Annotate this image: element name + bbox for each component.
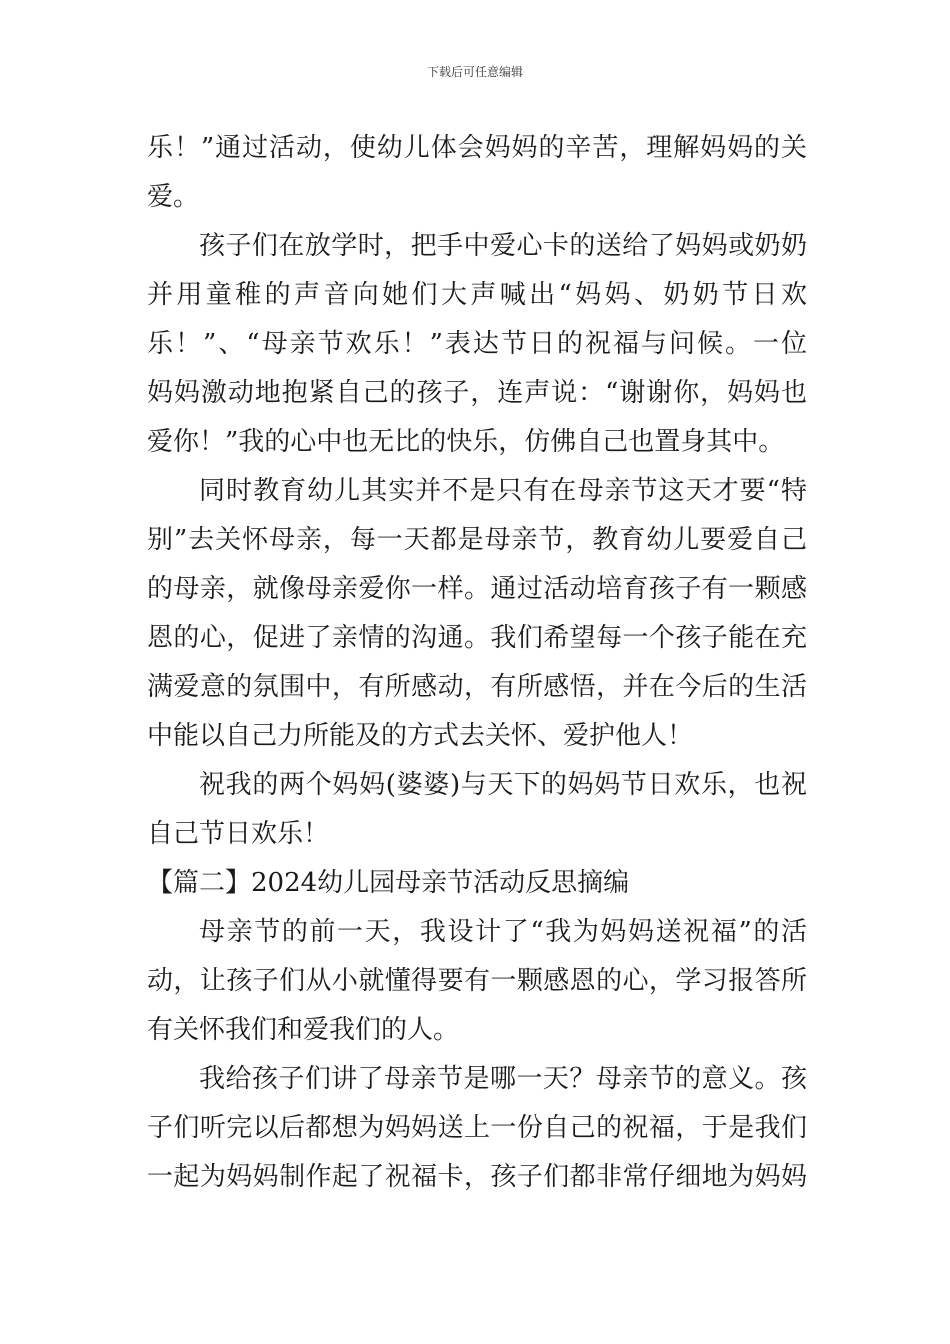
page-header-note: 下载后可任意编辑 [426, 65, 523, 79]
paragraph-first-line: 母亲节的前一天，我设计了“我为妈妈送祝福”的活 [199, 917, 807, 947]
text-line: 自己节日欢乐！ [147, 819, 330, 849]
text-line: 爱。 [147, 182, 200, 212]
text-line: 恩的心，促进了亲情的沟通。我们希望每一个孩子能在充 [147, 623, 807, 653]
text-line: 满爱意的氛围中，有所感动，有所感悟，并在今后的生活 [147, 672, 807, 702]
section-heading: 【篇二】2024幼儿园母亲节活动反思摘编 [147, 868, 630, 898]
text-line: 妈妈激动地抱紧自己的孩子，连声说：“谢谢你，妈妈也 [147, 378, 807, 408]
text-line: 爱你！”我的心中也无比的快乐，仿佛自己也置身其中。 [147, 427, 785, 457]
text-line: 并用童稚的声音向她们大声喊出“妈妈、奶奶节日欢 [147, 280, 807, 310]
paragraph-first-line: 同时教育幼儿其实并不是只有在母亲节这天才要“特 [199, 476, 807, 506]
text-line: 乐！”、“母亲节欢乐！”表达节日的祝福与问候。一位 [147, 329, 807, 359]
document-body [147, 124, 807, 1202]
text-line: 一起为妈妈制作起了祝福卡，孩子们都非常仔细地为妈妈 [147, 1162, 807, 1192]
text-line: 有关怀我们和爱我们的人。 [147, 1015, 460, 1045]
text-line: 动，让孩子们从小就懂得要有一颗感恩的心，学习报答所 [147, 966, 807, 996]
paragraph-first-line: 孩子们在放学时，把手中爱心卡的送给了妈妈或奶奶 [199, 231, 807, 261]
text-line: 别”去关怀母亲，每一天都是母亲节，教育幼儿要爱自己 [147, 525, 807, 555]
paragraph-first-line: 我给孩子们讲了母亲节是哪一天？母亲节的意义。孩 [199, 1064, 807, 1094]
text-line: 乐！”通过活动，使幼儿体会妈妈的辛苦，理解妈妈的关 [147, 133, 807, 163]
text-line: 中能以自己力所能及的方式去关怀、爱护他人！ [147, 721, 694, 751]
text-line: 子们听完以后都想为妈妈送上一份自己的祝福，于是我们 [147, 1113, 807, 1143]
paragraph-first-line: 祝我的两个妈妈(婆婆)与天下的妈妈节日欢乐，也祝 [199, 770, 807, 800]
text-line: 的母亲，就像母亲爱你一样。通过活动培育孩子有一颗感 [147, 574, 807, 604]
